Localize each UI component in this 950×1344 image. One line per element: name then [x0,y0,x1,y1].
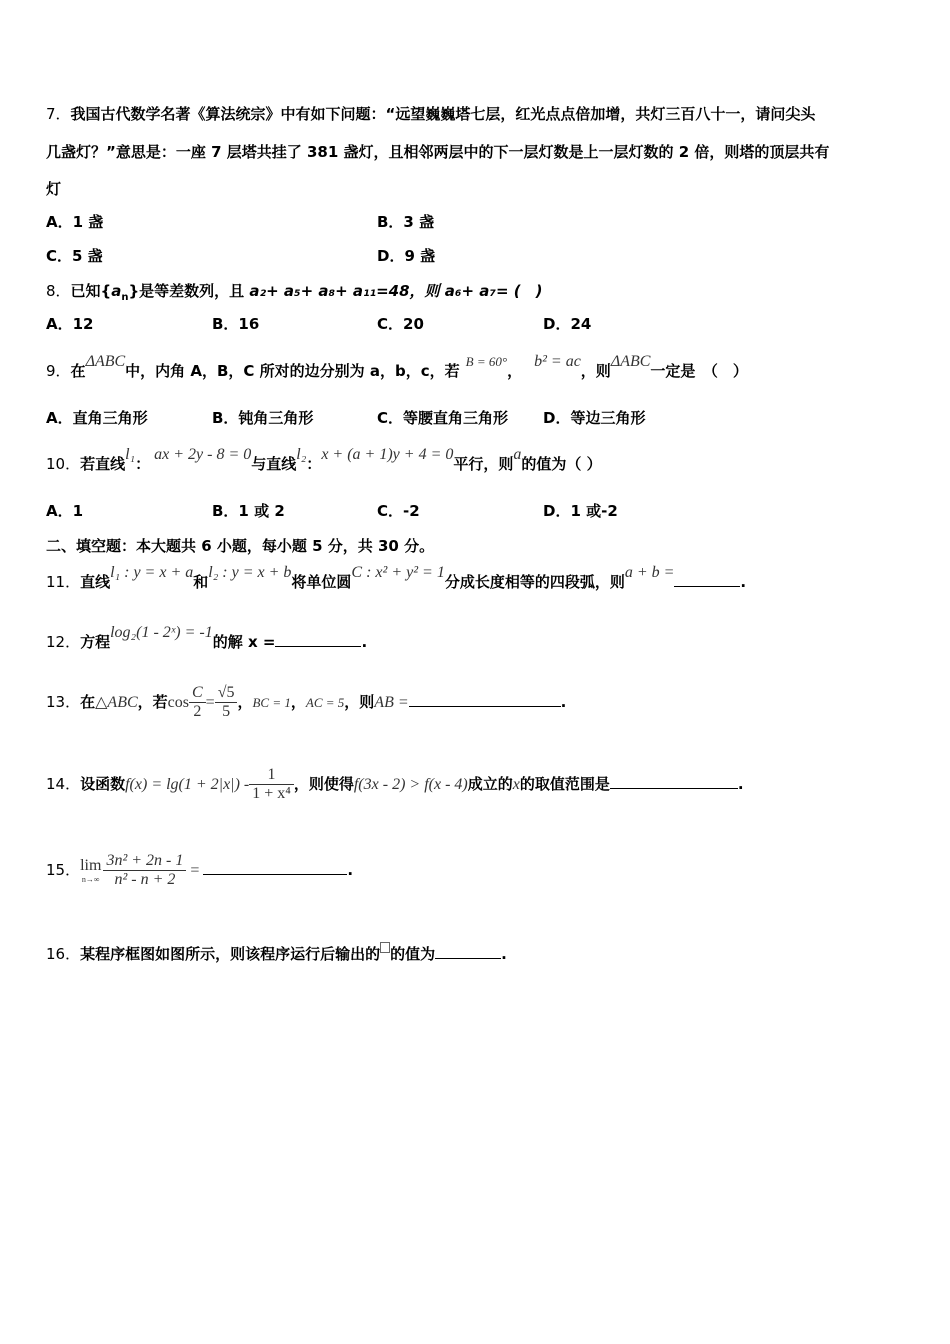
q7-option-b: B．3 盏 [377,213,435,231]
q16-answer-blank[interactable] [435,944,501,959]
q7-line2: 几盏灯？”意思是：一座 7 层塔共挂了 381 盏灯，且相邻两层中的下一层灯数是上一层灯数的 2 倍，则塔的顶层共有 [46,143,830,161]
q7-number: 7． [46,105,71,123]
q7-option-d: D．9 盏 [377,247,436,265]
missing-symbol-box [380,942,390,953]
q15-fraction: $\frac{\text{3n² + 2n - 1}}{\text{n² - n + 2}}$ [103,852,186,889]
q7-line1: 7．我国古代数学名著《算法统宗》中有如下问题：“远望巍巍塔七层，红光点点倍加增，共灯三百八十一，请问尖头 [46,105,816,123]
q9-triangle: ΔABC [85,353,126,370]
q8-option-b: B．16 [212,315,260,333]
q8-option-d: D．24 [543,315,592,333]
q15-answer-blank[interactable] [203,860,347,875]
q14-fraction: $\frac{1}{\text{1 + x⁴}}$ [249,766,294,803]
q9-option-a: A．直角三角形 [46,409,148,427]
q7-option-c: C．5 盏 [46,247,103,265]
q13-answer-blank[interactable] [409,692,561,707]
q8-option-c: C．20 [377,315,424,333]
q11-stem: 11．直线l₁ : y = x + a和l₂ : y = x + b将单位圆C : x² + y² = 1分成长度相等的四段弧，则a + b =. [46,564,747,591]
q9-option-b: B．钝角三角形 [212,409,314,427]
q8-stem: 8．已知$\{a_n\}$是等差数列，且 a₂+ a₅+ a₈+ a₁₁=48，则 a₆+ a₇= ( ) [46,282,543,303]
q14-answer-blank[interactable] [610,774,738,789]
q9-stem: 9．在ΔABC中，内角 A，B，C 所对的边分别为 a，b，c，若B = 60°，b² = ac，则ΔABC一定是 （ ） [46,353,748,380]
q10-option-c: C．-2 [377,502,420,520]
q10-option-d: D．1 或-2 [543,502,618,520]
q15-limit: lim n→∞ [80,857,102,884]
q12-stem: 12．方程log₂(1 - 2ˣ) = -1的解 x = . [46,624,368,651]
q8-option-a: A．12 [46,315,94,333]
q13-root-fraction: $\frac{√5}{5}$ [215,684,238,721]
q7-option-a: A．1 盏 [46,213,104,231]
q15-stem: 15． lim n→∞ $\frac{\text{3n² + 2n - 1}}{\text{n² - n + 2}}$ = . [46,852,354,888]
q14-stem: 14．设函数f(x) = lg(1 + 2|x|) - $\frac{1}{\text{1 + x⁴}}$ ，则使得f(3x - 2) > f(x - 4)成立的x的取值范围是 . [46,766,744,802]
q9-option-d: D．等边三角形 [543,409,646,427]
q10-stem: 10．若直线l₁：ax + 2y - 8 = 0与直线l₂：x + (a + 1)y + 4 = 0平行，则a的值为（ ） [46,446,602,473]
q11-answer-blank[interactable] [674,572,740,587]
q7-line3: 灯 [46,180,62,198]
q10-option-b: B．1 或 2 [212,502,285,520]
q9-option-c: C．等腰直角三角形 [377,409,509,427]
q10-option-a: A．1 [46,502,84,520]
q12-answer-blank[interactable] [275,632,361,647]
q13-half-angle-fraction: $\frac{C}{2}$ [189,684,206,721]
q13-stem: 13．在△ABC，若cos $\frac{C}{2}$ = $\frac{√5}{5}$ ，BC = 1，AC = 5，则AB = . [46,684,567,720]
section-heading: 二、填空题：本大题共 6 小题，每小题 5 分，共 30 分。 [46,537,435,555]
q16-stem: 16．某程序框图如图所示，则该程序运行后输出的 的值为 . [46,942,507,964]
